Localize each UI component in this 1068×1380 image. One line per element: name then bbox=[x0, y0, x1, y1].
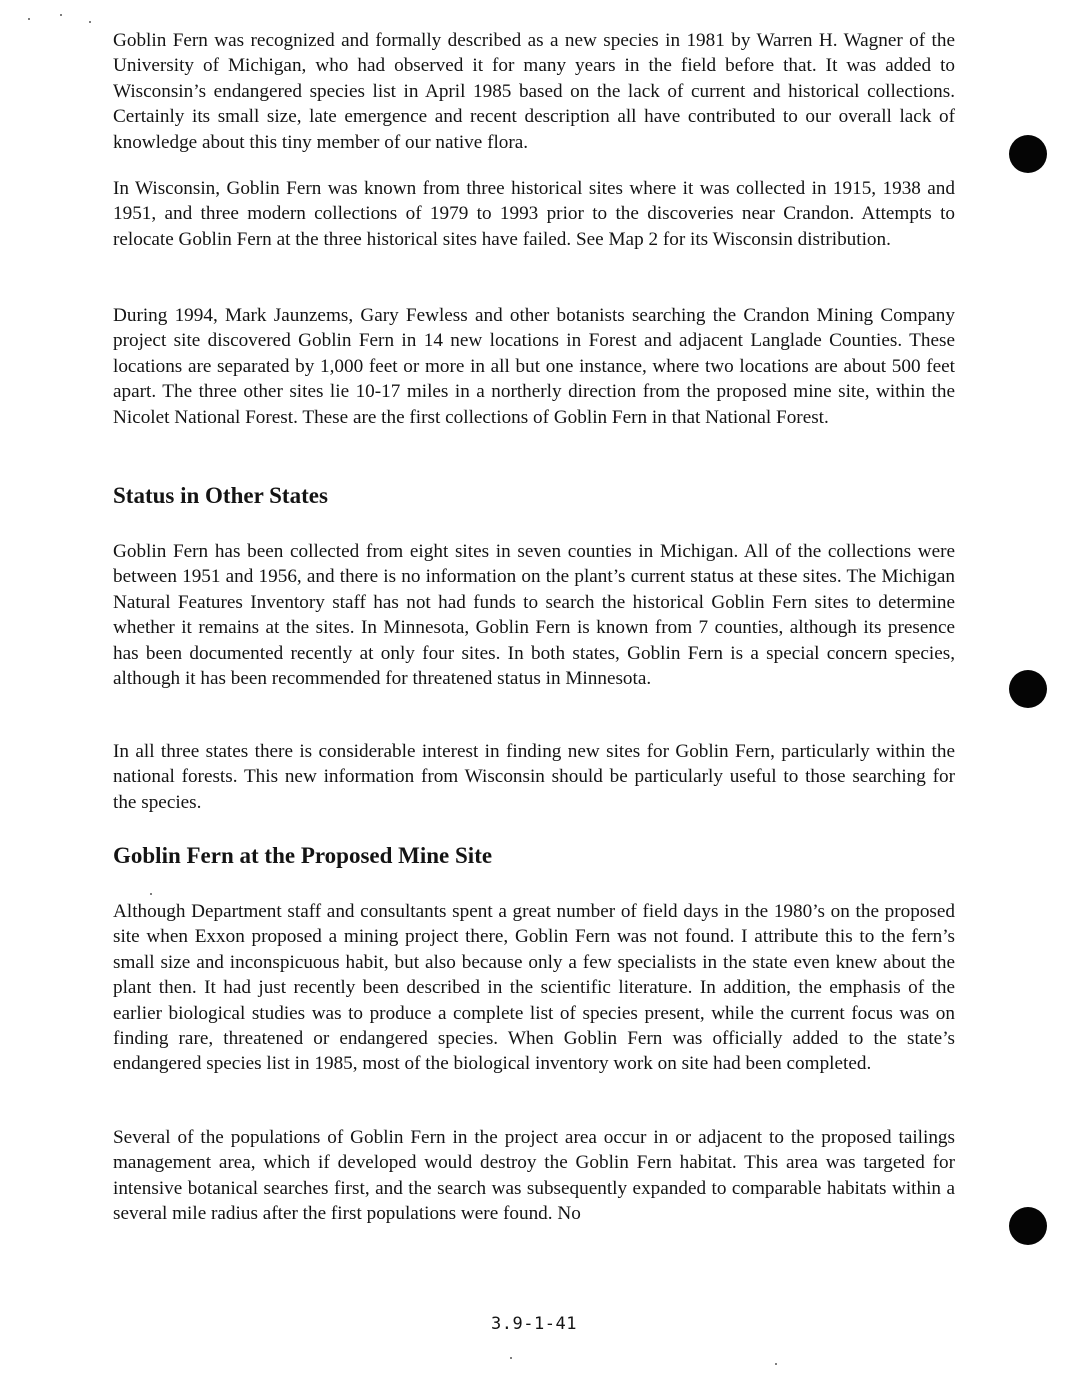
scan-speck bbox=[28, 18, 30, 20]
scan-speck bbox=[775, 1363, 777, 1365]
heading-status-other-states: Status in Other States bbox=[113, 483, 328, 508]
punch-hole-bottom bbox=[1009, 1207, 1047, 1245]
paragraph-1994-discoveries: During 1994, Mark Jaunzems, Gary Fewless and other botanists searching the Crandon Mining Company project site discovered Goblin Fern in 14 new locations in Forest and adjacent Langlade Counties. These locations are separated by 1,000 feet or more in all but one instance, where two locations are about 500 feet apart. The three other sites lie 10-17 miles in a northerly direction from the proposed mine site, within the Nicolet National Forest. These are the first collections of Goblin Fern in that National Forest. bbox=[113, 305, 955, 428]
scan-speck bbox=[60, 14, 62, 16]
page-number: 3.9-1-41 bbox=[491, 1314, 577, 1334]
paragraph-exxon-era-surveys: Although Department staff and consultants spent a great number of field days in the 1980’s on the proposed site when Exxon proposed a mining project there, Goblin Fern was not found. I attribute this to the fern’s small size and inconspicuous habit, but also because only a few specialists in the state even knew about the plant then. It had just recently been described in the scientific literature. In addition, the emphasis of the earlier biological studies was to produce a complete list of species present, while the current focus was on finding rare, threatened or endangered species. When Goblin Fern was officially added to the state’s endangered species list in 1985, most of the biological inventory work on site had been completed. bbox=[113, 901, 955, 1075]
paragraph-wisconsin-sites: In Wisconsin, Goblin Fern was known from three historical sites where it was collected in 1915, 1938 and 1951, and three modern collections of 1979 to 1993 prior to the discoveries near Crandon. Attempts to relocate Goblin Fern at the three historical sites have failed. See Map 2 for its Wisconsin distribution. bbox=[113, 178, 955, 250]
punch-hole-middle bbox=[1009, 670, 1047, 708]
paragraph-description-history: Goblin Fern was recognized and formally described as a new species in 1981 by Warren H. Wagner of the University of Michigan, who had observed it for many years in the field before that. It was added to Wisconsin’s endangered species list in April 1985 based on the lack of current and historical collections. Certainly its small size, late emergence and recent description all have contributed to our overall lack of knowledge about this tiny member of our native flora. bbox=[113, 30, 955, 153]
heading-goblin-fern-mine-site: Goblin Fern at the Proposed Mine Site bbox=[113, 843, 493, 868]
paragraph-interest-new-sites: In all three states there is considerable interest in finding new sites for Goblin Fern, particularly within the national forests. This new information from Wisconsin should be particularly useful to those searching for the species. bbox=[113, 741, 955, 813]
scan-speck bbox=[150, 893, 152, 895]
scan-speck bbox=[89, 21, 91, 23]
paragraph-michigan-minnesota: Goblin Fern has been collected from eight sites in seven counties in Michigan. All of the collections were between 1951 and 1956, and there is no information on the plant’s current status at these sites. The Michigan Natural Features Inventory staff has not had funds to search the historical Goblin Fern sites to determine whether it remains at the sites. In Minnesota, Goblin Fern is known from 7 counties, although its presence has been documented recently at only four sites. In both states, Goblin Fern is a special concern species, although it has been recommended for threatened status in Minnesota. bbox=[113, 541, 955, 690]
scan-speck bbox=[510, 1357, 512, 1359]
paragraph-tailings-area: Several of the populations of Goblin Fern in the project area occur in or adjacent to the proposed tailings management area, which if developed would destroy the Goblin Fern habitat. This area was targeted for intensive botanical searches first, and the search was subsequently expanded to comparable habitats within a several mile radius after the first populations were found. No bbox=[113, 1127, 955, 1225]
punch-hole-top bbox=[1009, 135, 1047, 173]
